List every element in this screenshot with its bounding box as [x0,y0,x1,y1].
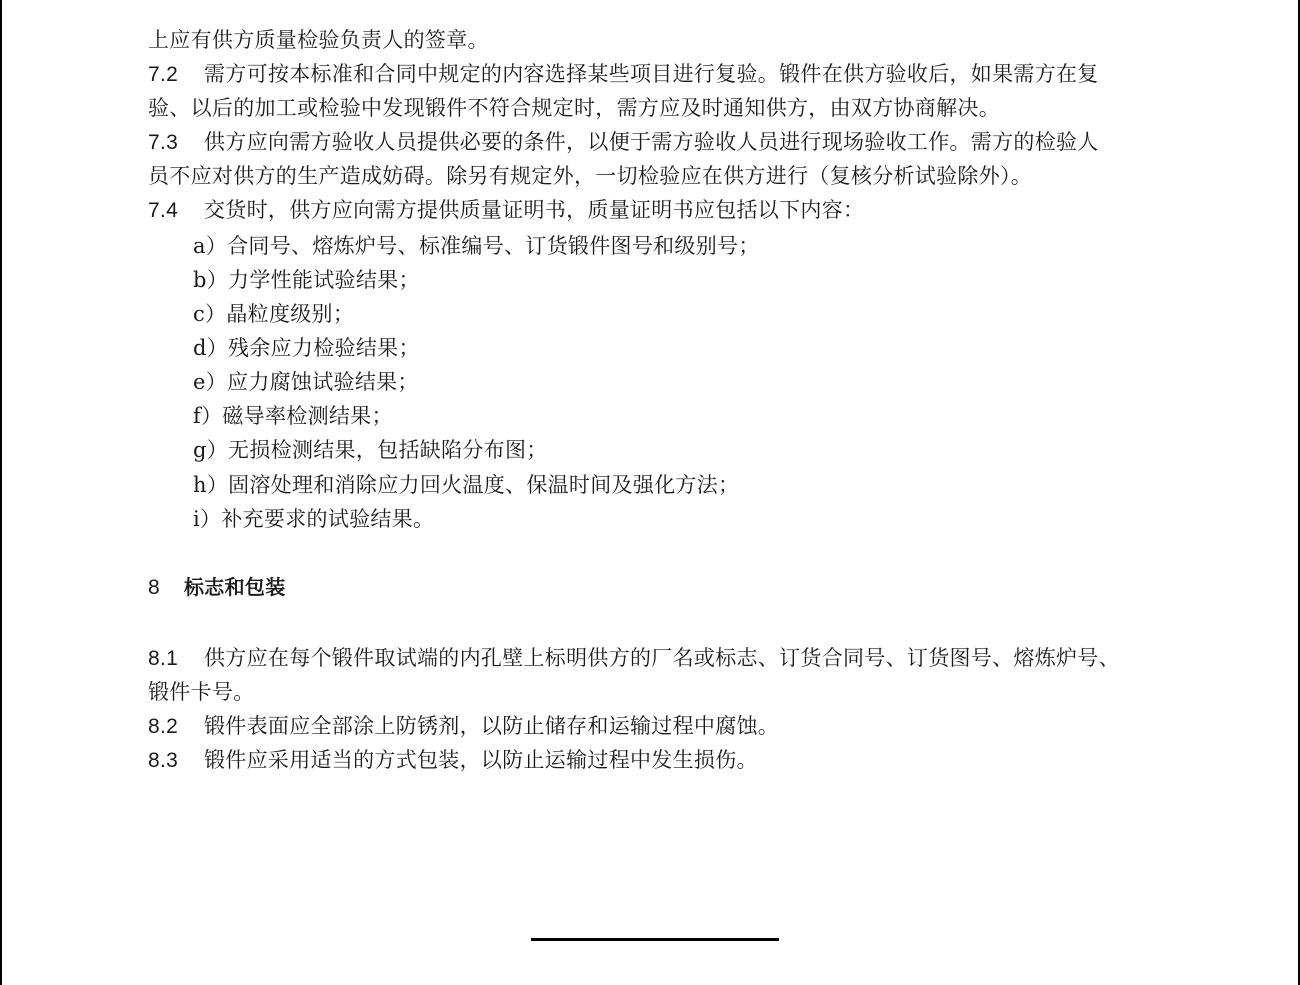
page-left-border [0,0,2,985]
clause-text: 供方应向需方验收人员提供必要的条件，以便于需方验收人员进行现场验收工作。需方的检验人 [204,130,1099,154]
clause-7-2-continuation: 验、以后的加工或检验中发现锻件不符合规定时，需方应及时通知供方，由双方协商解决。 [148,96,1000,120]
end-of-document-rule [531,938,779,941]
clause-number: 8.2 [148,715,179,738]
clause-text: 锻件应采用适当的方式包装，以防止运输过程中发生损伤。 [204,748,758,772]
clause-text: 交货时，供方应向需方提供质量证明书，质量证明书应包括以下内容： [204,198,865,222]
section-number: 8 [148,576,160,599]
clause-text: 锻件表面应全部涂上防锈剂，以防止储存和运输过程中腐蚀。 [204,714,780,738]
clause-number: 7.3 [148,131,179,154]
list-item: h）固溶处理和消除应力回火温度、保温时间及强化方法； [193,473,740,497]
section-title: 标志和包装 [184,575,286,599]
clause-7-2 [148,59,1099,90]
list-item: i）补充要求的试验结果。 [193,507,435,531]
continuation-line: 上应有供方质量检验负责人的签章。 [148,28,489,52]
list-item: b）力学性能试验结果； [193,268,420,292]
clause-8-1 [148,643,1120,674]
clause-number: 7.2 [148,63,179,86]
list-item: e）应力腐蚀试验结果； [193,370,419,394]
clause-8-3 [148,745,758,776]
clause-number: 7.4 [148,199,179,222]
clause-7-3-continuation: 员不应对供方的生产造成妨碍。除另有规定外，一切检验应在供方进行（复核分析试验除外）。 [148,164,1033,188]
clause-number: 8.1 [148,647,179,670]
clause-number: 8.3 [148,749,179,772]
clause-7-3 [148,127,1099,158]
list-item: g）无损检测结果，包括缺陷分布图； [193,438,548,462]
clause-text: 需方可按本标准和合同中规定的内容选择某些项目进行复验。锻件在供方验收后，如果需方在复 [204,62,1099,86]
section-heading [148,572,286,603]
clause-8-2 [148,711,779,742]
list-item: d）残余应力检验结果； [193,336,420,360]
clause-text: 供方应在每个锻件取试端的内孔壁上标明供方的厂名或标志、订货合同号、订货图号、熔炼炉号、 [204,646,1120,670]
clause-8-1-continuation: 锻件卡号。 [148,680,255,704]
list-item: c）晶粒度级别； [193,302,355,326]
clause-7-4 [148,195,864,226]
list-item: f）磁导率检测结果； [193,404,393,428]
list-item: a）合同号、熔炼炉号、标准编号、订货锻件图号和级别号； [193,234,760,258]
